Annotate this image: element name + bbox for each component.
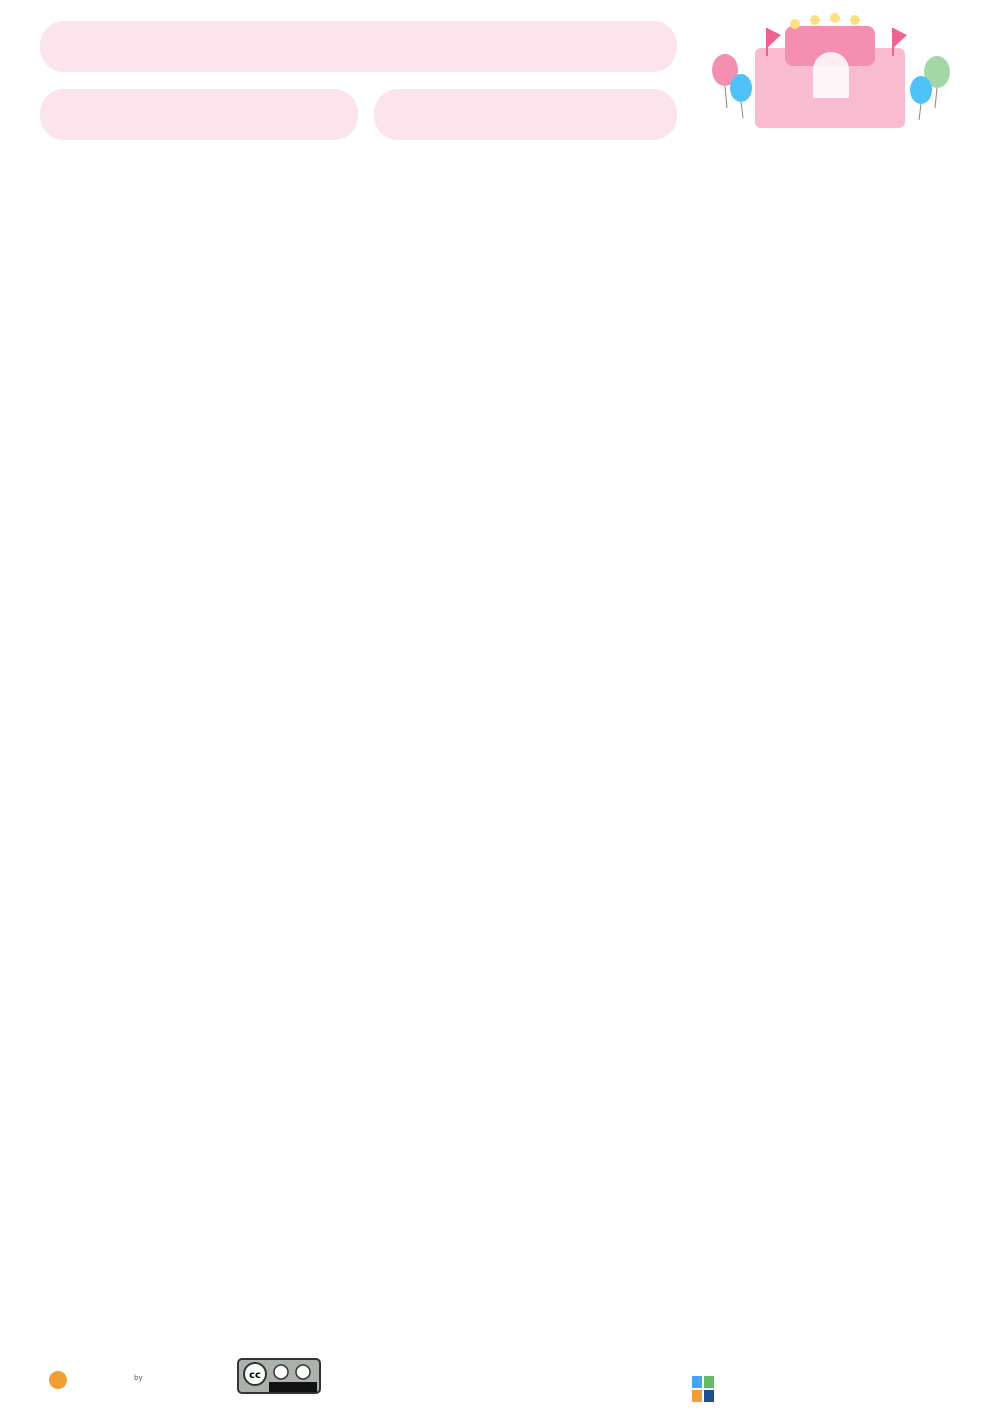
brand-logo bbox=[48, 1360, 228, 1392]
creative-commons-badge bbox=[237, 1358, 321, 1394]
svg-text:by: by bbox=[134, 1374, 143, 1382]
svg-text:cc: cc bbox=[249, 1370, 261, 1381]
liveworksheets-icon bbox=[692, 1376, 716, 1402]
